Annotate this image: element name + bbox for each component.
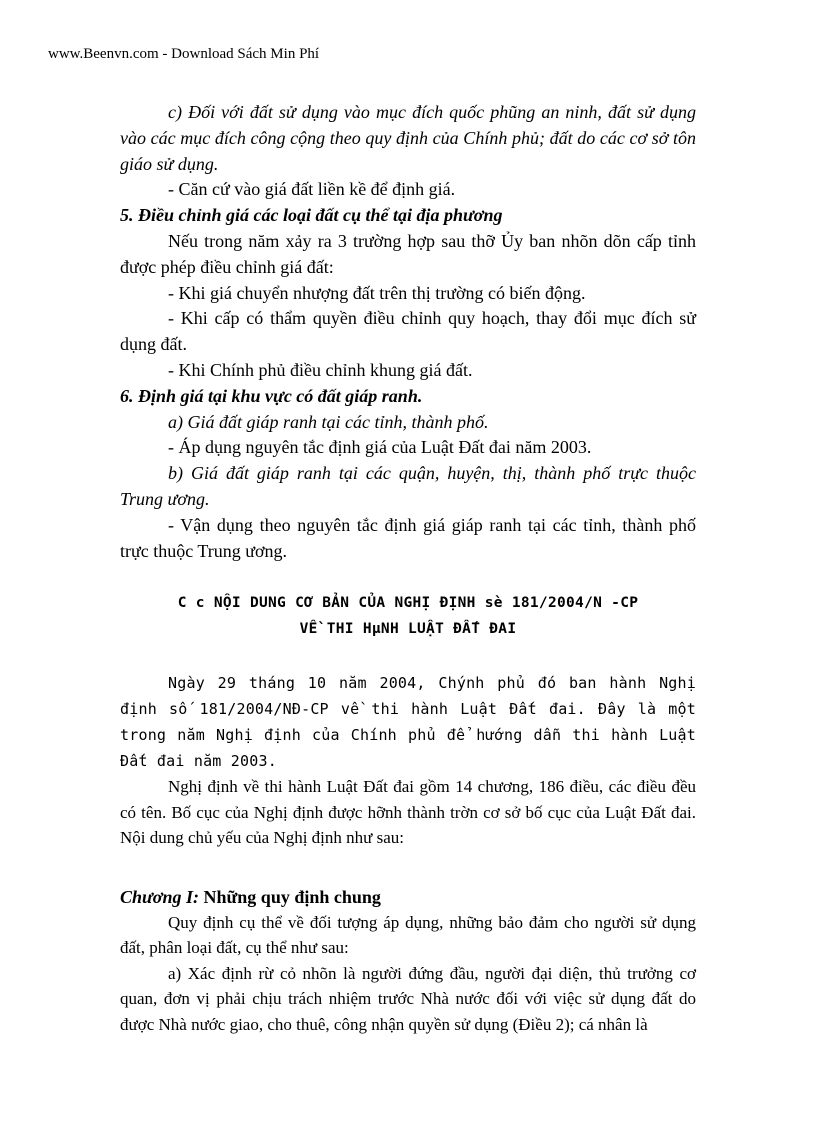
chapter-title: Những quy định chung: [198, 886, 381, 907]
page-header: www.Beenvn.com - Download Sách Min Phí: [48, 46, 320, 62]
document-body: [120, 100, 696, 1037]
paragraph-a: a) Giá đất giáp ranh tại các tỉnh, thành phố.: [168, 411, 489, 432]
section-heading-6: 6. Định giá tại khu vực có đất giáp ranh.: [120, 385, 423, 406]
paragraph: a) Xác định rừ cỏ nhõn là người đứng đầu, người đại diện, thủ trưởng cơ quan, đơn vị phải chịu trách nhiệm trước Nhà nước đối với việc sử dụng đất do được Nhà nước giao, cho thuê, công nhận quyền sử dụng (Điều 2); cá nhân là: [120, 963, 696, 1034]
paragraph-c: c) Đối với đất sử dụng vào mục đích quốc phũng an ninh, đất sử dụng vào các mục đích công cộng theo quy định của Chính phủ; đất do các cơ sở tôn giáo sử dụng.: [120, 102, 696, 174]
paragraph: - Khi cấp có thẩm quyền điều chỉnh quy hoạch, thay đổi mục đích sử dụng đất.: [120, 308, 696, 355]
paragraph: - Khi giá chuyển nhượng đất trên thị trường có biến động.: [168, 282, 586, 303]
paragraph: - Vận dụng theo nguyên tắc định giá giáp ranh tại các tỉnh, thành phố trực thuộc Trung ương.: [120, 514, 696, 561]
paragraph: Quy định cụ thể về đối tượng áp dụng, những bảo đảm cho người sử dụng đất, phân loại đất, cụ thể như sau:: [120, 912, 696, 958]
paragraph-b: b) Giá đất giáp ranh tại các quận, huyện, thị, thành phố trực thuộc Trung ương.: [120, 463, 696, 509]
chapter-label: Chương I:: [120, 886, 199, 907]
paragraph: Nếu trong năm xảy ra 3 trường hợp sau thỡ Ủy ban nhõn dõn cấp tỉnh được phép điều chỉnh giá đất:: [120, 230, 696, 277]
chapter-heading: [120, 885, 696, 910]
chapter-title-line-1: C c NỘI DUNG CƠ BẢN CỦA NGHỊ ĐỊNH sè 181/2004/N -CP: [177, 595, 639, 612]
section-heading-5: 5. Điều chỉnh giá các loại đất cụ thể tại địa phương: [120, 205, 503, 226]
chapter-title-line-2: VỀ THI HµNH LUẬT ĐẤT ĐAI: [299, 621, 517, 638]
paragraph: - Khi Chính phủ điều chỉnh khung giá đất.: [168, 359, 473, 380]
paragraph: - Áp dụng nguyên tắc định giá của Luật Đất đai năm 2003.: [168, 437, 592, 458]
paragraph: Nghị định về thi hành Luật Đất đai gồm 14 chương, 186 điều, các điều đều có tên. Bố cục của Nghị định được hỡnh thành trờn cơ sở bố cục của Luật Đất đai. Nội dung chủ yếu của Nghị định như sau:: [120, 777, 696, 848]
paragraph: - Căn cứ vào giá đất liền kề để định giá.: [168, 179, 456, 200]
intro-paragraph: Ngày 29 tháng 10 năm 2004, Chýnh phủ đó ban hành Nghị định số 181/2004/NĐ-CP về thi hành Luật Đất đai. Đây là một trong năm Nghị định của Chính phủ để hướng dẫn thi hành Luật Đất đai năm 2003.: [120, 674, 696, 771]
